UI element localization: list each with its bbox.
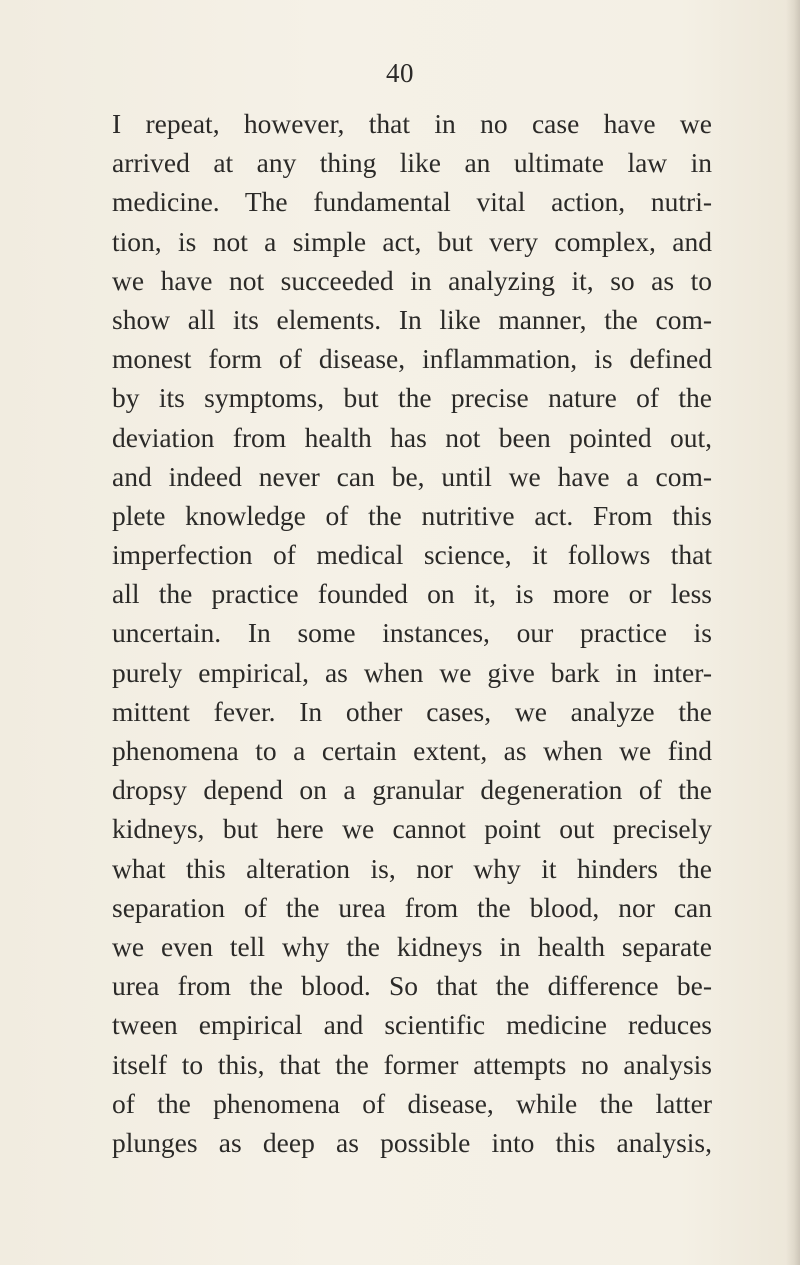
body-paragraph [112,104,712,1162]
text-line: imperfection of medical science, it follows that [112,539,712,571]
text-line: all the practice founded on it, is more or less [112,578,712,610]
text-line: itself to this, that the former attempts no analysis [112,1048,712,1080]
text-line: I repeat, however, that in no case have we [112,108,712,139]
text-line: of the phenomena of disease, while the latter [112,1087,712,1119]
text-line: we have not succeeded in analyzing it, so as to [112,264,712,296]
text-line: tion, is not a simple act, but very complex, and [112,225,712,257]
text-line: separation of the urea from the blood, nor can [112,891,712,923]
text-line: tween empirical and scientific medicine reduces [112,1009,712,1041]
text-line: plunges as deep as possible into this analysis, [112,1126,712,1158]
text-line: arrived at any thing like an ultimate law in [112,147,712,179]
text-line: what this alteration is, nor why it hinders the [112,852,712,884]
text-line: mittent fever. In other cases, we analyze the [112,695,712,727]
text-line: urea from the blood. So that the difference be- [112,970,712,1002]
text-line: we even tell why the kidneys in health separate [112,930,712,962]
text-line: deviation from health has not been pointed out, [112,421,712,453]
text-line: dropsy depend on a granular degeneration of the [112,774,712,806]
text-line: medicine. The fundamental vital action, nutri- [112,186,712,218]
text-line: purely empirical, as when we give bark in inter- [112,656,712,688]
text-line: by its symptoms, but the precise nature of the [112,382,712,414]
text-line: kidneys, but here we cannot point out precisely [112,813,712,845]
text-line: monest form of disease, inflammation, is defined [112,343,712,375]
text-line: show all its elements. In like manner, the com- [112,303,712,335]
text-line: uncertain. In some instances, our practice is [112,617,712,649]
text-line: and indeed never can be, until we have a com- [112,460,712,492]
page-number: 40 [386,58,414,88]
page-edge-shadow [786,0,800,1265]
text-line: plete knowledge of the nutritive act. From this [112,499,712,531]
text-line: phenomena to a certain extent, as when we find [112,735,712,766]
